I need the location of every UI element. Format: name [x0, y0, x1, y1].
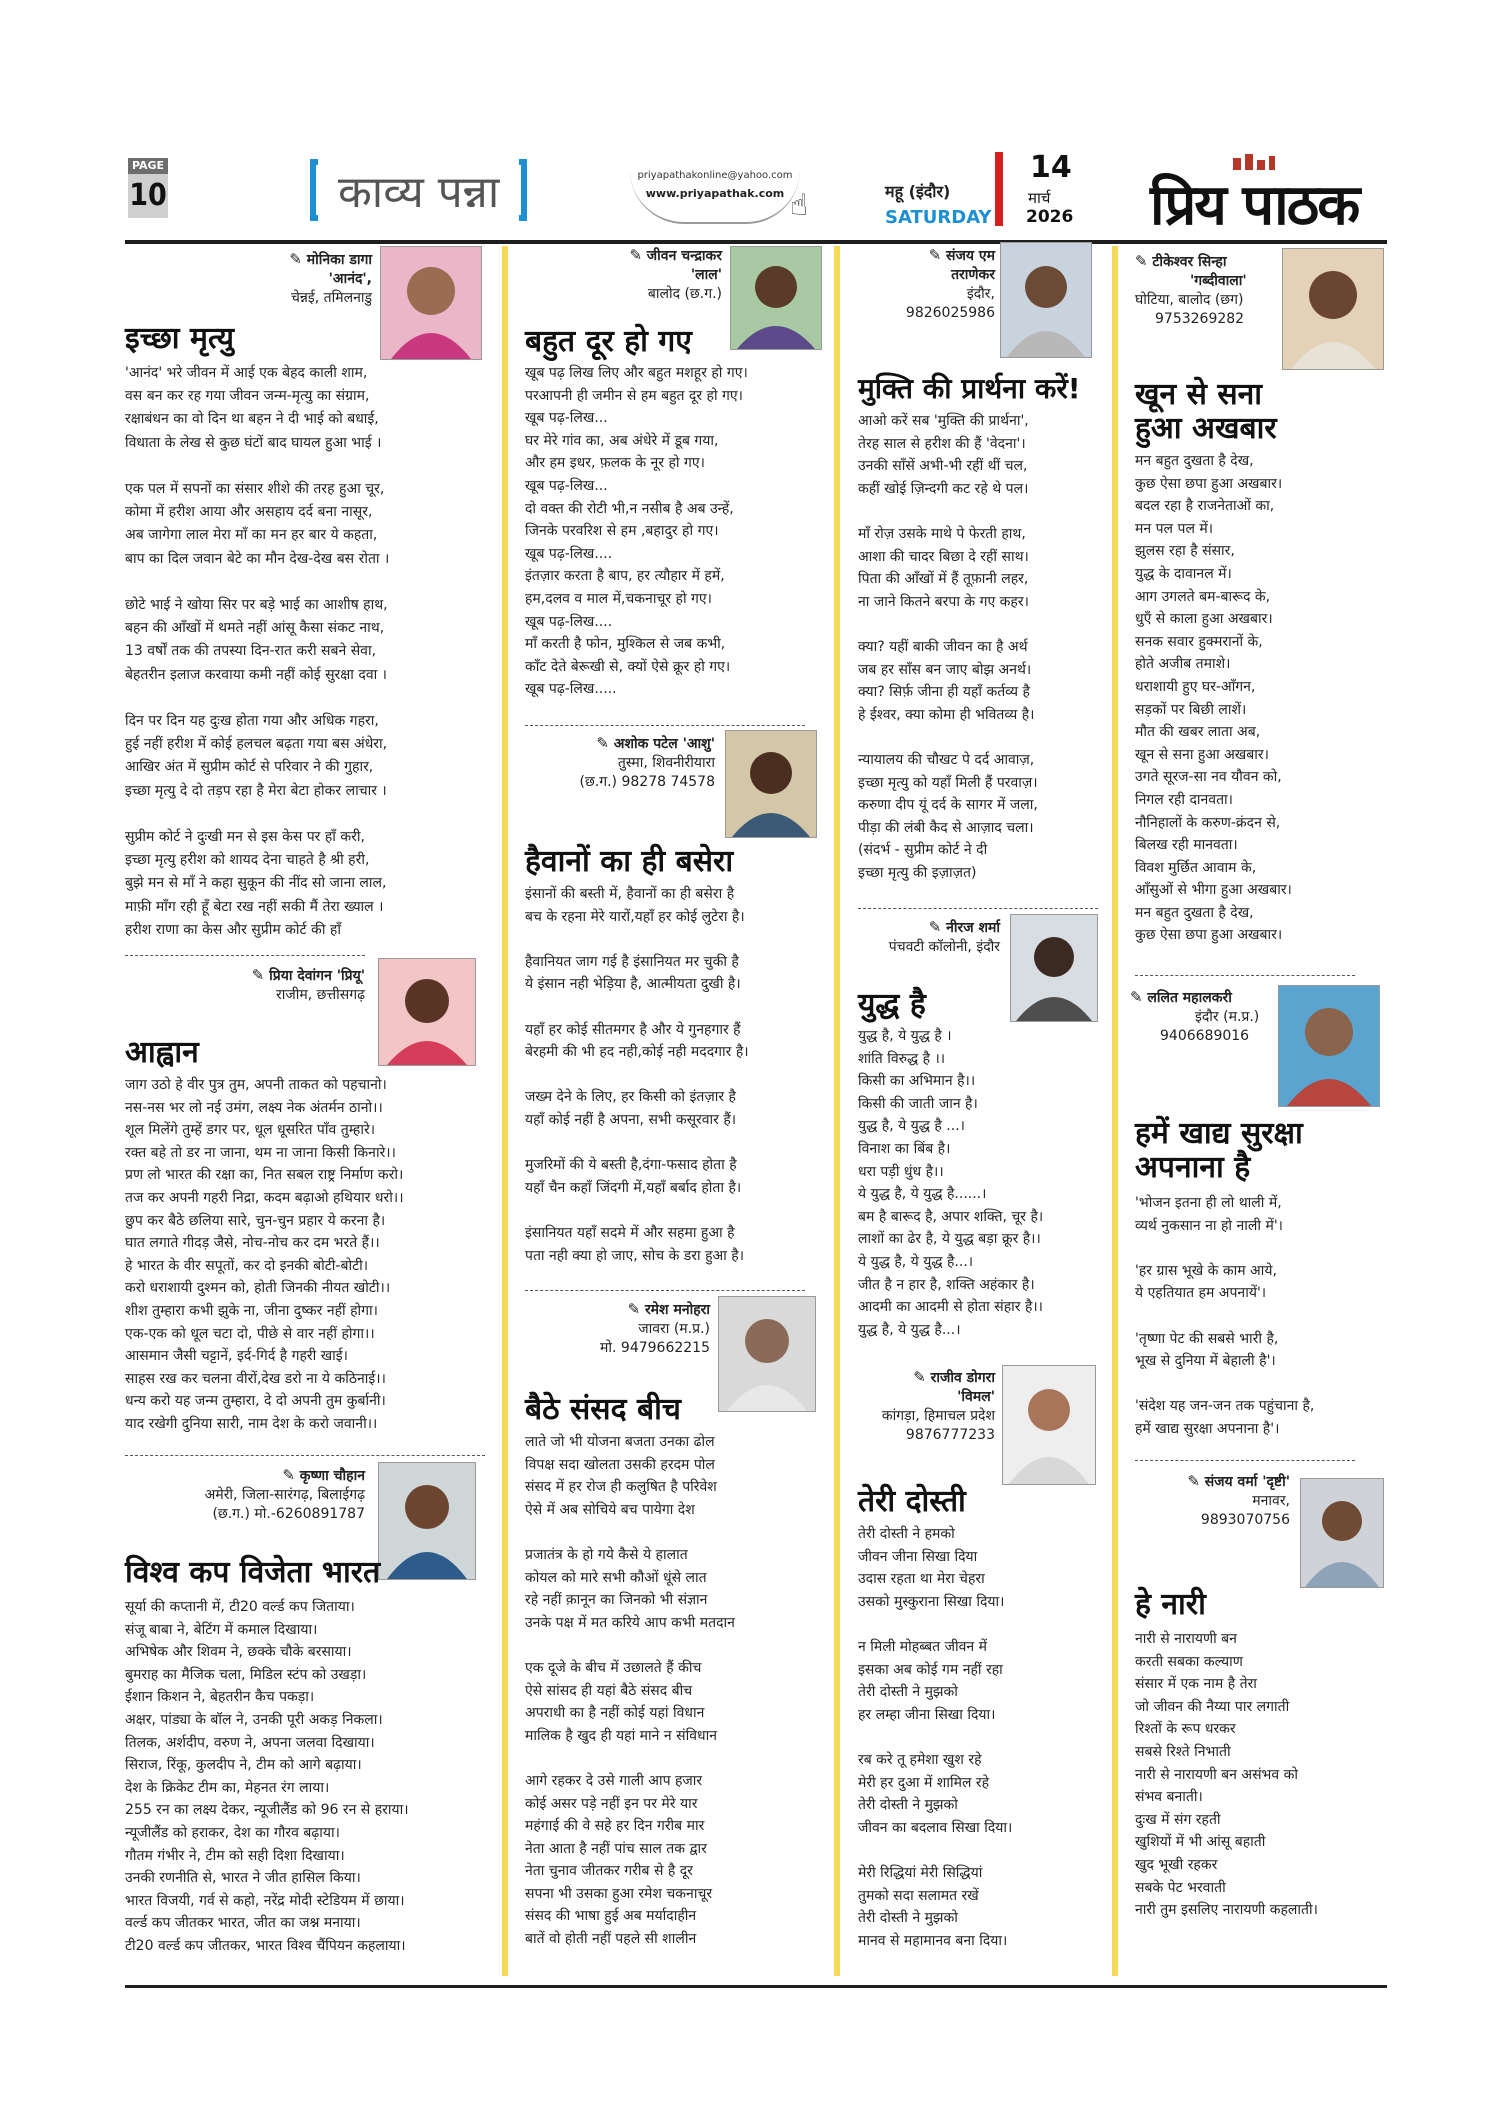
- author-credit: ✎ टीकेश्वर सिन्हा 'गब्दीवाला' घोटिया, बालोद (छग) 9753269282: [1135, 252, 1247, 327]
- author-credit: ✎ जीवन चन्द्राकर 'लाल' बालोद (छ.ग.): [629, 246, 722, 302]
- page-number-tag: [128, 158, 168, 218]
- author-photo: [1278, 985, 1380, 1107]
- header-rule: [125, 240, 1387, 244]
- pen-icon: ✎: [629, 246, 647, 264]
- author-photo: [1300, 1478, 1384, 1588]
- pen-icon: ✎: [928, 246, 947, 264]
- poem-text: तेरी दोस्ती ने हमको जीवन जीना सिखा दिया उदास रहता था मेरा चेहरा उसको मुस्कुराना सिखा दिया। न मिली मोहब्बत जीवन में इसका अब कोई गम नहीं रहा तेरी दोस्ती ने मुझको हर लम्हा जीना सिखा दिया। रब करे तू हमेशा खुश रहे मेरी हर दुआ में शामिल रहे तेरी दोस्ती ने मुझको जीवन का बदलाव सिखा दिया। मेरी रिद्धियां मेरी सिद्धियां तुमको सदा सलामत रखें तेरी दोस्ती ने मुझको मानव से महामानव बना दिया।: [858, 1526, 1013, 1949]
- poem-text: 'भोजन इतना ही लो थाली में, व्यर्थ नुकसान ना हो नाली में'। 'हर ग्रास भूखे के काम आये, ये एहतियात हम अपनायें'। 'तृष्णा पेट की सबसे भारी है, भूख से दुनिया में बेहाली है'। 'संदेश यह जन-जन तक पहुंचाना है, हमें खाद्य सुरक्षा अपनाना है'।: [1135, 1195, 1315, 1437]
- section-heading: [310, 155, 527, 225]
- poem-title: युद्ध है: [858, 987, 926, 1022]
- right-bracket: [519, 159, 527, 221]
- separator: [525, 725, 805, 726]
- author-credit: ✎ ललित महालकरी इंदौर (म.प्र.) 9406689016: [1130, 988, 1260, 1044]
- footer-rule: [125, 1985, 1387, 1988]
- page-label: PAGE: [128, 158, 168, 174]
- poem-text: नारी से नारायणी बन करती सबका कल्याण संसार में एक नाम है तेरा जो जीवन की नैय्या पार लगाती रिश्तों के रूप धरकर सबसे रिश्ते निभाती नारी से नारायणी बन असंभव को संभव बनाती। दुःख में संग रहती खुशियों में भी आंसू बहाती खुद भूखी रहकर सबके पेट भरवाती नारी तुम इसलिए नारायणी कहलाती।: [1135, 1631, 1318, 1919]
- author-credit: ✎ संजय एम तराणेकर इंदौर, 9826025986: [905, 246, 995, 321]
- date-day: 14: [1030, 150, 1072, 185]
- poem-title: आह्वान: [125, 1035, 199, 1070]
- author-credit: ✎ मोनिका डागा 'आनंद', चेन्नई, तमिलनाडु: [289, 250, 372, 306]
- poem-title: हैवानों का ही बसेरा: [525, 844, 734, 879]
- poem-title: मुक्ति की प्रार्थना करें!: [858, 372, 1081, 405]
- separator: [525, 1290, 805, 1291]
- author-credit: ✎ रमेश मनोहरा जावरा (म.प्र.) मो. 9479662215: [600, 1300, 710, 1356]
- email-address[interactable]: priyapathakonline@yahoo.com: [637, 170, 793, 181]
- contact-box: [630, 170, 800, 224]
- author-photo: [378, 958, 476, 1066]
- poem-text: लाते जो भी योजना बजता उनका ढोल विपक्ष सदा खोलता उसकी हरदम पोल संसद में हर रोज ही कलुषित है परिवेश ऐसे में अब सोचिये बच पायेगा देश प्रजातंत्र के हो गये कैसे ये हालात कोयल को मारे सभी कौओं धूंसे लात रहे नहीं क़ानून का जिनको भी संज्ञान उनके पक्ष में मत करिये आप कभी मतदान एक दूजे के बीच में उछालते हैं कीच ऐसे सांसद ही यहां बैठे संसद बीच अपराधी का है नहीं कोई यहां विधान मालिक है खुद ही यहां माने न संविधान आगे रहकर दे उसे गाली आप हजार कोई असर पड़े नहीं इन पर मेरे यार महंगाई की वे सहे हर दिन गरीब मार नेता आता है नहीं पांच साल तक द्वार नेता चुनाव जीतकर गरीब से है दूर सपना भी उसका हुआ रमेश चकनाचूर संसद की भाषा हुई अब मर्यादाहीन बातें वो होती नहीं पहले सी शालीन: [525, 1434, 735, 1948]
- author-credit: ✎ प्रिया देवांगन 'प्रियू' राजीम, छत्तीसगढ़: [251, 966, 365, 1003]
- column-divider-2: [834, 246, 840, 1976]
- date-month: मार्च: [1028, 189, 1051, 207]
- date-year: 2026: [1026, 207, 1074, 227]
- section-title: काव्य पन्ना: [338, 167, 500, 218]
- poem-text: इंसानों की बस्ती में, हैवानों का ही बसेरा है बच के रहना मेरे यारों,यहाँ हर कोई लुटेरा है। हैवानियत जाग गई है इंसानियत मर चुकी है ये इंसान नही भेड़िया है, आत्मीयता दुखी है। यहाँ हर कोई सीतमगर है और ये गुनहगार हैं बेरहमी की भी हद नही,कोई नही मददगार है। जख्म देने के लिए, हर किसी को इंतज़ार है यहाँ कोई नहीं है अपना, सभी कसूरवार हैं। मुजरिमों की ये बस्ती है,दंगा-फसाद होता है यहाँ चैन कहाँ जिंदगी में,यहाँ बर्बाद होता है। इंसानियत यहाँ सदमे में और सहमा हुआ है पता नही क्या हो जाए, सोच के डरा हुआ है।: [525, 886, 749, 1264]
- poem-text: युद्ध है, ये युद्ध है । शांति विरुद्ध है ।। किसी का अभिमान है।। किसी की जाती जान है। युद्ध है, ये युद्ध है ...। विनाश का बिंब है। धरा पड़ी धुंध है।। ये युद्ध है, ये युद्ध है......। बम है बारूद है, अपार शक्ति, चूर है। लाशों का ढेर है, ये युद्ध बड़ा क्रूर है।। ये युद्ध है, ये युद्ध है...। जीत है न हार है, शक्ति अहंकार है। आदमी का आदमी से होता संहार है।। युद्ध है, ये युद्ध है...।: [858, 1028, 1044, 1338]
- poem-title: हे नारी: [1135, 1587, 1206, 1622]
- author-photo: [1282, 248, 1384, 370]
- edition-city: महू (इंदौर): [885, 182, 951, 201]
- left-bracket: [310, 159, 318, 221]
- author-credit: ✎ कृष्णा चौहान अमेरी, जिला-सारंगढ़, बिलाईगढ़ (छ.ग.) मो.-6260891787: [204, 1466, 365, 1522]
- poem-title: बहुत दूर हो गए: [525, 324, 692, 359]
- pen-icon: ✎: [913, 1368, 931, 1386]
- separator: [1135, 1460, 1355, 1461]
- pen-icon: ✎: [289, 250, 307, 268]
- separator: [125, 1455, 485, 1456]
- poem-text: आओ करें सब 'मुक्ति की प्रार्थना', तेरह साल से हरीश की हैं 'वेदना'। उनकी साँसें अभी-भी रहीं थीं चल, कहीं खोई ज़िन्दगी कट रहे थे पल। माँ रोज़ उसके माथे पे फेरती हाथ, आशा की चादर बिछा दे रहीं साथ। पिता की आँखों में हैं तूफ़ानी लहर, ना जाने कितने बरपा के गए कहर। क्या? यहीं बाकी जीवन का है अर्थ जब हर साँस बन जाए बोझ अनर्थ। क्या? सिर्फ़ जीना ही यहाँ कर्तव्य है हे ईश्वर, क्या कोमा ही भवितव्य है। न्यायालय की चौखट पे दर्द आवाज़, इच्छा मृत्यु को यहाँ मिली हैं परवाज़। करुणा दीप यूं दर्द के सागर में जला, पीड़ा की लंबी कैद से आज़ाद चला। (संदर्भ - सुप्रीम कोर्ट ने दी इच्छा मृत्यु की इज़ाज़त): [858, 413, 1038, 881]
- column-divider-1: [502, 246, 508, 1976]
- separator: [858, 908, 1098, 909]
- separator: [125, 955, 365, 956]
- poem-title: खून से सना हुआ अखबार: [1135, 377, 1277, 446]
- poem-text: मन बहुत दुखता है देख, कुछ ऐसा छपा हुआ अखबार। बदल रहा है राजनेताओं का, मन पल पल में। झुलस रहा है संसार, युद्ध के दावानल में। आग उगलते बम-बारूद के, धुएँ से काला हुआ अखबार। सनक सवार हुक्मरानों के, होते अजीब तमाशे। धराशायी हुए घर-आँगन, सड़कों पर बिछी लाशें। मौत की खबर लाता अब, खून से सना हुआ अखबार। उगते सूरज-सा नव यौवन को, निगल रही दानवता। नौनिहालों के करुण-क्रंदन से, बिलख रही मानवता। विवश मुर्छित आवाम के, आँसुओं से भीगा हुआ अखबार। मन बहुत दुखता है देख, कुछ ऐसा छपा हुआ अखबार।: [1135, 453, 1292, 944]
- pen-icon: ✎: [282, 1466, 300, 1484]
- author-credit: ✎ अशोक पटेल 'आशु' तुस्मा, शिवनीरीयारा (छ.ग.) 98278 74578: [579, 734, 715, 790]
- pointing-hand-icon: ☝: [790, 188, 809, 223]
- pen-icon: ✎: [1187, 1472, 1205, 1490]
- pen-icon: ✎: [1130, 988, 1148, 1006]
- pen-icon: ✎: [596, 734, 614, 752]
- pen-icon: ✎: [928, 918, 947, 936]
- poem-text: 'आनंद' भरे जीवन में आई एक बेहद काली शाम, वस बन कर रह गया जीवन जन्म-मृत्यु का संग्राम, रक्षाबंधन का वो दिन था बहन ने दी भाई को बधाई, विधाता के लेख से कुछ घंटों बाद घायल हुआ भाई । एक पल में सपनों का संसार शीशे की तरह हुआ चूर, कोमा में हरीश आया और असहाय दर्द बना नासूर, अब जागेगा लाल मेरा माँ का मन हर बार ये कहता, बाप का दिल जवान बेटे का मौन देख-देख बस रोता । छोटे भाई ने खोया सिर पर बड़े भाई का आशीष हाथ, बहन की आँखों में थमते नहीं आंसू कैसा संकट नाथ, 13 वर्षों तक की तपस्या दिन-रात करी सबने सेवा, बेहतरीन इलाज करवाया कमी नहीं कोई सुरक्षा दवा । दिन पर दिन यह दुःख होता गया और अधिक गहरा, हुई नहीं हरीश में कोई हलचल बढ़ता गया बस अंधेरा, आखिर अंत में सुप्रीम कोर्ट से परिवार ने की गुहार, इच्छा मृत्यु दे दो तड़प रहा है मेरा बेटा होकर लाचार । सुप्रीम कोर्ट ने दुःखी मन से इस केस पर हाँ करी, इच्छा मृत्यु हरीश को शायद देना चाहते है श्री हरी, बुझे मन से माँ ने कहा सुकून की नींद सो जाना लाल, माफ़ी माँग रही हूँ बेटा रख नहीं सकी मैं तेरा ख्याल । हरीश राणा का केस और सुप्रीम कोर्ट की हाँ: [125, 365, 390, 938]
- pen-icon: ✎: [1135, 252, 1153, 270]
- author-photo: [1010, 914, 1098, 1022]
- author-credit: ✎ संजय वर्मा 'दृष्टी' मनावर, 9893070756: [1187, 1472, 1290, 1528]
- pen-icon: ✎: [251, 966, 270, 984]
- poem-text: सूर्या की कप्तानी में, टी20 वर्ल्ड कप जिताया। संजू बाबा ने, बेटिंग में कमाल दिखाया। अभिषेक और शिवम ने, छक्के चौके बरसाया। बुमराह का मैजिक चला, मिडिल स्टंप को उखड़ा। ईशान किशन ने, बेहतरीन कैच पकड़ा। अक्षर, पांड्या के बॉल ने, उनकी पूरी अकड़ निकला। तिलक, अर्शदीप, वरुण ने, अपना जलवा दिखाया। सिराज, रिंकू, कुलदीप ने, टीम को आगे बढ़ाया। देश के क्रिकेट टीम का, मेहनत रंग लाया। 255 रन का लक्ष्य देकर, न्यूजीलैंड को 96 रन से हराया। न्यूजीलैंड को हराकर, देश का गौरव बढ़ाया। गौतम गंभीर ने, टीम को सही दिशा दिखाया। उनकी रणनीति से, भारत ने जीत हासिल किया। भारत विजयी, गर्व से कहो, नरेंद्र मोदी स्टेडियम में छाया। वर्ल्ड कप जीतकर भारत, जीत का जश्न मनाया। टी20 वर्ल्ड कप जीतकर, भारत विश्व चैंपियन कहलाया।: [125, 1599, 409, 1954]
- author-photo: [725, 730, 817, 838]
- date-divider: [995, 152, 1003, 226]
- poem-title: विश्व कप विजेता भारत: [125, 1555, 381, 1590]
- poem-title: हमें खाद्य सुरक्षा अपनाना है: [1135, 1116, 1303, 1185]
- author-photo: [378, 1462, 476, 1580]
- author-credit: ✎ नीरज शर्मा पंचवटी कॉलोनी, इंदौर: [888, 918, 1000, 955]
- newspaper-masthead: प्रिय पाठक: [1150, 173, 1359, 238]
- poem-text: जाग उठो हे वीर पुत्र तुम, अपनी ताकत को पहचानो। नस-नस भर लो नई उमंग, लक्ष्य नेक अंतर्मन ठानो।। शूल मिलेंगे तुम्हें डगर पर, धूल धूसरित पाँव तुम्हारे। रक्त बहे तो डर ना जाना, थम ना जाना किसी किनारे।। प्रण लो भारत की रक्षा का, नित सबल राष्ट्र निर्माण करो। तज कर अपनी गहरी निद्रा, कदम बढ़ाओ हथियार धरो।। छुप कर बैठे छलिया सारे, चुन-चुन प्रहार ये करना है। घात लगाते गीदड़ जैसे, नोच-नोच कर दम भरते हैं।। हे भारत के वीर सपूतों, कर दो इनकी बोटी-बोटी। करो धराशायी दुश्मन को, होती जिनकी नीयत खोटी।। शीश तुम्हारा कभी झुके ना, जीना दुष्कर नहीं होगा। एक-एक को धूल चटा दो, पीछे से वार नहीं होगा।। आसमान जैसी चट्टानें, इर्द-गिर्द है गहरी खाई। साहस रख कर चलना वीरों,देख डरो ना ये कठिनाई।। धन्य करो यह जन्म तुम्हारा, दे दो अपनी तुम कुर्बानी। याद रखेगी दुनिया सारी, नाम देश के करो जवानी।।: [125, 1077, 404, 1432]
- author-photo: [1002, 1365, 1096, 1485]
- poem-title: तेरी दोस्ती: [858, 1484, 966, 1519]
- poem-title: बैठे संसद बीच: [525, 1392, 681, 1427]
- separator: [1135, 975, 1355, 976]
- author-photo: [1000, 242, 1092, 358]
- website-link[interactable]: www.priyapathak.com: [645, 187, 785, 200]
- column-divider-3: [1112, 246, 1118, 1976]
- poem-text: खूब पढ़ लिख लिए और बहुत मशहूर हो गए। परआपनी ही जमीन से हम बहुत दूर हो गए। खूब पढ़-लिख... घर मेरे गांव का, अब अंधेरे में डूब गया, और हम इधर, फ़लक के नूर हो गए। खूब पढ़-लिख... दो वक्त की रोटी भी,न नसीब है अब उन्हें, जिनके परवरिश से हम ,बहादुर हो गए। खूब पढ़-लिख.... इंतज़ार करता है बाप, हर त्यौहार में हमें, हम,दलव व माल में,चकनाचूर हो गए। खूब पढ़-लिख.... माँ करती है फोन, मुश्किल से जब कभी, काँट देते बेरूखी से, क्यों ऐसे क्रूर हो गए। खूब पढ़-लिख.....: [525, 365, 748, 698]
- page-number: 10: [128, 174, 168, 218]
- author-photo: [380, 246, 482, 360]
- author-credit: ✎ राजीव डोगरा 'विमल' कांगड़ा, हिमाचल प्रदेश 9876777233: [881, 1368, 995, 1443]
- pen-icon: ✎: [627, 1300, 645, 1318]
- poem-title: इच्छा मृत्यु: [125, 321, 235, 356]
- edition-weekday: SATURDAY: [885, 207, 992, 228]
